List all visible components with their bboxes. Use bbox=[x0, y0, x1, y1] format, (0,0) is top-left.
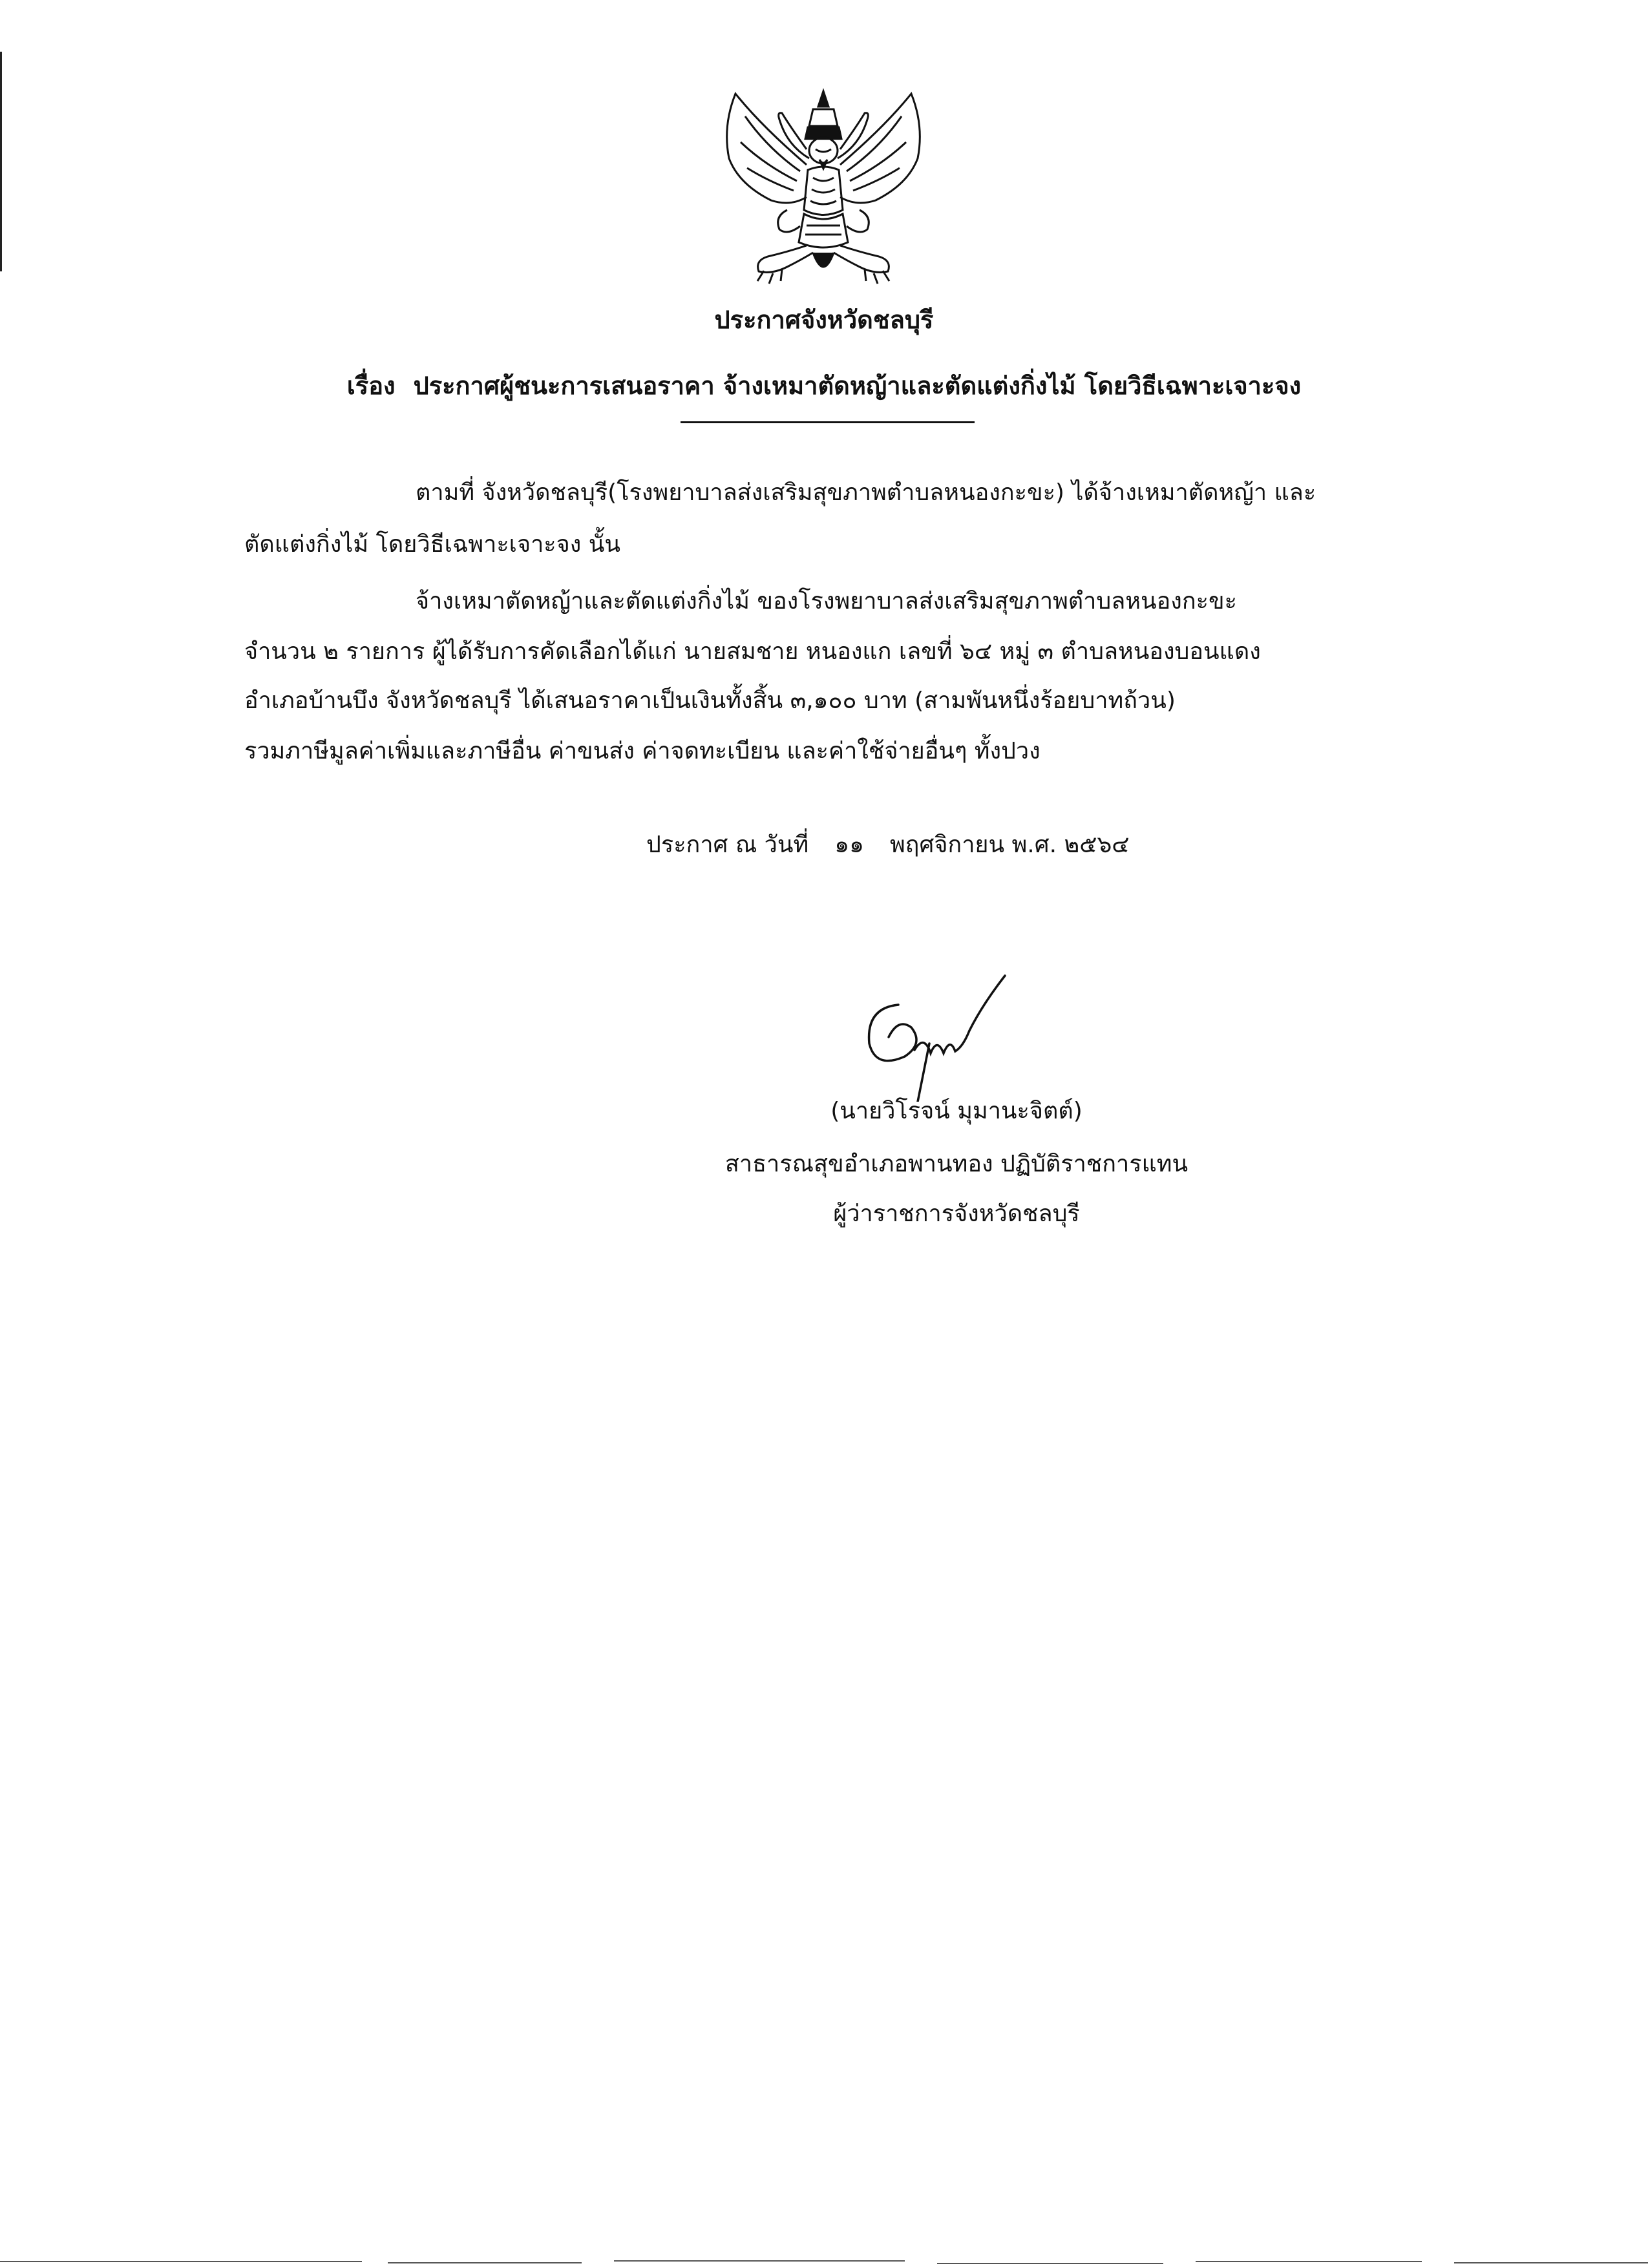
document-title: ประกาศจังหวัดชลบุรี bbox=[714, 306, 934, 334]
subject-line bbox=[0, 370, 1648, 402]
paragraph2-line4: รวมภาษีมูลค่าเพิ่มและภาษีอื่น ค่าขนส่ง ค่าจดทะเบียน และค่าใช้จ่ายอื่นๆ ทั้งปวง bbox=[244, 738, 1041, 764]
scan-bottom-artifacts bbox=[0, 2259, 1648, 2268]
subject-label: เรื่อง bbox=[346, 372, 396, 400]
paragraph2-line1: จ้างเหมาตัดหญ้าและตัดแต่งกิ่งไม้ ของโรงพยาบาลส่งเสริมสุขภาพตำบลหนองกะขะ bbox=[416, 588, 1237, 614]
paragraph2-line3: อำเภอบ้านบึง จังหวัดชลบุรี ได้เสนอราคาเป็นเงินทั้งสิ้น ๓,๑๐๐ บาท (สามพันหนึ่งร้อยบาทถ้วน) bbox=[244, 688, 1176, 714]
subject-text: ประกาศผู้ชนะการเสนอราคา จ้างเหมาตัดหญ้าและตัดแต่งกิ่งไม้ โดยวิธีเฉพาะเจาะจง bbox=[413, 372, 1302, 400]
paragraph1-line2: ตัดแต่งกิ่งไม้ โดยวิธีเฉพาะเจาะจง นั้น bbox=[244, 531, 620, 558]
paragraph2-line2: จำนวน ๒ รายการ ผู้ได้รับการคัดเลือกได้แก่ นายสมชาย หนองแก เลขที่ ๖๔ หมู่ ๓ ตำบลหนองบอนแดง bbox=[244, 638, 1261, 665]
signatory-position: สาธารณสุขอำเภอพานทอง ปฏิบัติราชการแทน bbox=[724, 1151, 1188, 1177]
signatory-name: (นายวิโรจน์ มุมานะจิตต์) bbox=[830, 1098, 1083, 1124]
date-month-year: พฤศจิกายน พ.ศ. ๒๕๖๔ bbox=[889, 832, 1130, 858]
announcement-date bbox=[646, 829, 1130, 861]
signature-image bbox=[853, 972, 1018, 1102]
paragraph1-line1: ตามที่ จังหวัดชลบุรี(โรงพยาบาลส่งเสริมสุขภาพตำบลหนองกะขะ) ได้จ้างเหมาตัดหญ้า และ bbox=[416, 479, 1316, 506]
signatory-office: ผู้ว่าราชการจังหวัดชลบุรี bbox=[833, 1201, 1080, 1227]
title-divider bbox=[681, 421, 975, 423]
date-day: ๑๑ bbox=[834, 832, 864, 858]
scan-edge-mark bbox=[0, 52, 2, 271]
garuda-emblem-icon bbox=[710, 87, 937, 291]
date-prefix: ประกาศ ณ วันที่ bbox=[646, 832, 809, 858]
